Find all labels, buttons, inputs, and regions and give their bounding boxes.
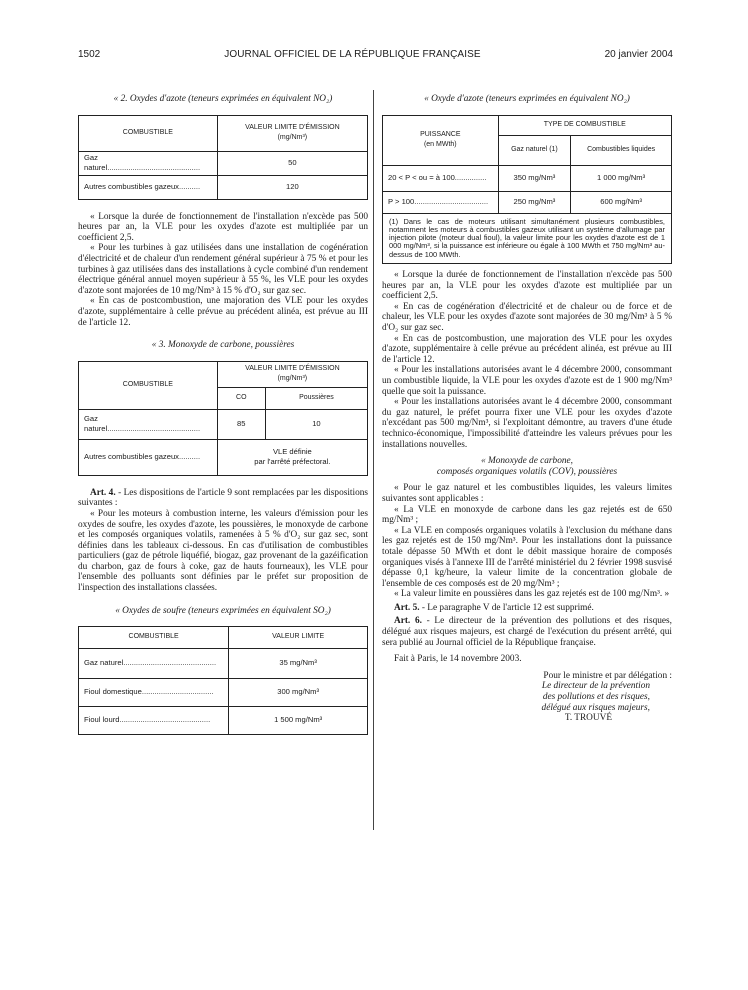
paragraph: « Lorsque la durée de fonctionnement de l'installation n'excède pas 500 heures par an, la VLE pour les oxydes d'azote est multipliée par un coefficient 2,5. [382,270,672,302]
col-header-valeur [217,115,367,151]
row-label: Gaz naturel............................................ [79,151,218,175]
paragraph: « Lorsque la durée de fonctionnement de l'installation n'excède pas 500 heures par an, la VLE pour les oxydes d'azote est multipliée par un coefficient 2,5. [78,211,368,243]
section-title-nox-moteurs: « Oxyde d'azote (teneurs exprimées en équivalent NO₂) [424,94,630,104]
col-header-gaz: Gaz naturel (1) [498,135,571,165]
signature-line-3: des pollutions et des risques, [542,692,650,703]
article-6-text: - Le directeur de la prévention des pollutions et des risques, délégué aux risques majeurs, est chargé de l'exécution du présent arrêté, qui sera publié au Journal officiel de la République française. [382,616,672,648]
row-value-liquides: 600 mg/Nm³ [571,191,672,213]
signature-line-1: Pour le ministre et par délégation : [543,670,672,681]
paragraph: « Pour les turbines à gaz utilisées dans une installation de cogénération d'électricité et de chaleur d'un rendement général supérieur à 75 % et pour les turbines à gaz utilisées dans des installations à cycle combiné d'un rendement électrique général annuel moyen supérieur à 55 %, les VLE pour les oxydes d'azote sont majorées de 10 mg/Nm³ à 15 % d'O₂ sur gaz sec. [78,243,368,296]
paragraph: « En cas de postcombustion, une majoration des VLE pour les oxydes d'azote, supplémentaire à celle prévue au précédent alinéa, est prévue au III de l'article 12. [382,333,672,365]
row-value-co: 85 [217,409,265,439]
header-valeur-text: VALEUR LIMITE D'ÉMISSION [245,123,340,131]
article-5-head: Art. 5. [394,602,420,613]
signature-block [382,671,672,724]
section-title-nox: « 2. Oxydes d'azote (teneurs exprimées en équivalent NO₂) [113,94,333,104]
row-value: 300 mg/Nm³ [229,679,368,707]
row-value: 120 [217,175,367,199]
paragraph: « Pour les installations autorisées avant le 4 décembre 2000, consommant un combustible liquide, la VLE pour les oxydes d'azote est de 1 900 mg/Nm³ quelle que soit la puissance. [382,365,672,397]
page-header [78,49,673,60]
right-column [382,94,672,724]
col-header-liquides: Combustibles liquides [571,135,672,165]
paragraph: « Pour le gaz naturel et les combustibles liquides, les valeurs limites suivantes sont applicables : [382,483,672,504]
paragraph: « La VLE en monoxyde de carbone dans les gaz rejetés est de 650 mg/Nm³ ; [382,504,672,526]
row-value-gaz: 250 mg/Nm³ [498,191,571,213]
row-value-gaz: 350 mg/Nm³ [498,165,571,191]
row-label: Gaz naturel............................................ [79,649,229,679]
table-footnote: (1) Dans le cas de moteurs utilisant simultanément plusieurs combustibles, notamment les moteurs à combustibles gazeux utilisant un système d'allumage par injection pilote (moteur dual fioul), la valeur limite pour les oxydes d'azote est de 1 000 mg/Nm³, si la puissance est inférieure ou égale à 100 MWth et 750 mg/Nm³ au-dessus de 100 MWth. [383,213,672,263]
row-label: 20 < P < ou = à 100............... [383,165,499,191]
article-5 [382,603,672,614]
paragraph: « La VLE en composés organiques volatils à l'exclusion du méthane dans les gaz rejetés est de 150 mg/Nm³. Pour les installations dont la puissance totale dépasse 50 MWth et dont le débit massique horaire de composés organiques visés à l'annexe III de l'arrêté ministériel du 2 février 1998 susvisé dépasse 0,1 kg/heure, la valeur limite de la concentration globale de l'ensemble de ces composés est de 20 mg/Nm³ ; [382,525,672,589]
header-unit-text: (mg/Nm³) [277,134,308,142]
row-label: Gaz naturel............................................ [79,409,218,439]
journal-title: JOURNAL OFFICIEL DE LA RÉPUBLIQUE FRANÇAISE [224,49,481,60]
header-valeur-text: VALEUR LIMITE D'ÉMISSION [245,364,340,372]
row-label: P > 100................................... [383,191,499,213]
signature-line-2: Le directeur de la prévention [541,681,650,692]
section-title-co-cov [382,456,672,477]
table-nox-moteurs [382,115,672,264]
paragraph: « Pour les installations autorisées avant le 4 décembre 2000, consommant du gaz naturel, le préfet pourra fixer une VLE pour les oxydes d'azote n'excédant pas 500 mg/Nm³, si l'exploitant démontre, au travers d'une étude technico-économique, l'impossibilité d'atteindre les valeurs prévues pour les installations nouvelles. [382,397,672,450]
row-value: 1 500 mg/Nm³ [229,707,368,735]
col-header-co: CO [217,387,265,409]
section-title-sox: « Oxydes de soufre (teneurs exprimées en équivalent SO₂) [115,605,331,616]
article-4-head: Art. 4. [90,487,116,498]
signature-line-4: délégué aux risques majeurs, [541,702,650,713]
row-value: 35 mg/Nm³ [229,649,368,679]
article-6 [382,616,672,648]
merged-text-a: VLE définie [272,446,312,456]
column-divider [373,90,374,830]
table-nox-limits [78,115,368,200]
merged-text-b: par l'arrêté préfectoral. [254,457,331,467]
row-value-liquides: 1 000 mg/Nm³ [571,165,672,191]
col-header-combustible: COMBUSTIBLE [79,361,218,409]
row-label: Fioul lourd........................................... [79,707,229,735]
col-header-poussieres: Poussières [265,387,367,409]
paragraph: « La valeur limite en poussières dans les gaz rejetés est de 100 mg/Nm³. » [394,589,670,600]
header-puissance-text: PUISSANCE [420,130,461,138]
row-label: Fioul domestique.................................. [79,679,229,707]
date-line: Fait à Paris, le 14 novembre 2003. [394,654,522,665]
row-value-merged [217,439,367,475]
section-title-co: « 3. Monoxyde de carbone, poussières [151,340,295,351]
col-header-combustible: COMBUSTIBLE [79,627,229,649]
paragraph: « En cas de postcombustion, une majoration des VLE pour les oxydes d'azote, supplémentaire à celle prévue au précédent alinéa, est prévue au III de l'article 12. [78,296,368,328]
section-title-line-b: composés organiques volatils (COV), poussières [436,466,618,477]
article-4-text: - Les dispositions de l'article 9 sont remplacées par les dispositions suivantes : [78,487,368,509]
col-header-combustible: COMBUSTIBLE [79,115,218,151]
left-column [78,94,368,735]
section-title-line-a: « Monoxyde de carbone, [481,456,573,467]
signatory-name: T. TROUVÉ [564,713,612,724]
article-6-head: Art. 6. [394,616,422,627]
page-number: 1502 [78,49,101,60]
table-sox-limits [78,626,368,735]
col-header-valeur [217,361,367,387]
col-header-puissance [383,115,499,165]
header-puissance-unit: (en MWth) [423,141,457,149]
table-co-poussieres [78,361,368,476]
row-label: Autres combustibles gazeux.......... [79,175,218,199]
article-4 [78,488,368,509]
col-header-valeur: VALEUR LIMITE [229,627,368,649]
col-header-type: TYPE DE COMBUSTIBLE [498,115,671,135]
header-unit-text: (mg/Nm³) [277,375,308,383]
paragraph: « Pour les moteurs à combustion interne, les valeurs d'émission pour les oxydes de soufre, les oxydes d'azote, les poussières, le monoxyde de carbone et les composés organiques volatils, ramenées à 5 % d'O₂ sur gaz sec, sont définies dans les tableaux ci-dessous. En cas d'utilisation de combustibles particuliers (gaz de pétrole liquéfié, biogaz, gaz provenant de la gazéification du charbon, gaz de fours à coke, gaz de hauts fourneaux), les VLE pour l'ensemble des polluants sont définies par le préfet sur proposition de l'inspection des installations classées. [78,508,368,594]
paragraph: « En cas de cogénération d'électricité et de chaleur ou de force et de chaleur, les VLE pour les oxydes d'azote sont majorées de 30 mg/Nm³ à 5 % d'O₂ sur gaz sec. [382,301,672,334]
row-value-poussieres: 10 [265,409,367,439]
row-value: 50 [217,151,367,175]
row-label: Autres combustibles gazeux.......... [79,439,218,475]
issue-date: 20 janvier 2004 [604,49,673,60]
article-5-text: - Le paragraphe V de l'article 12 est supprimé. [419,602,594,613]
